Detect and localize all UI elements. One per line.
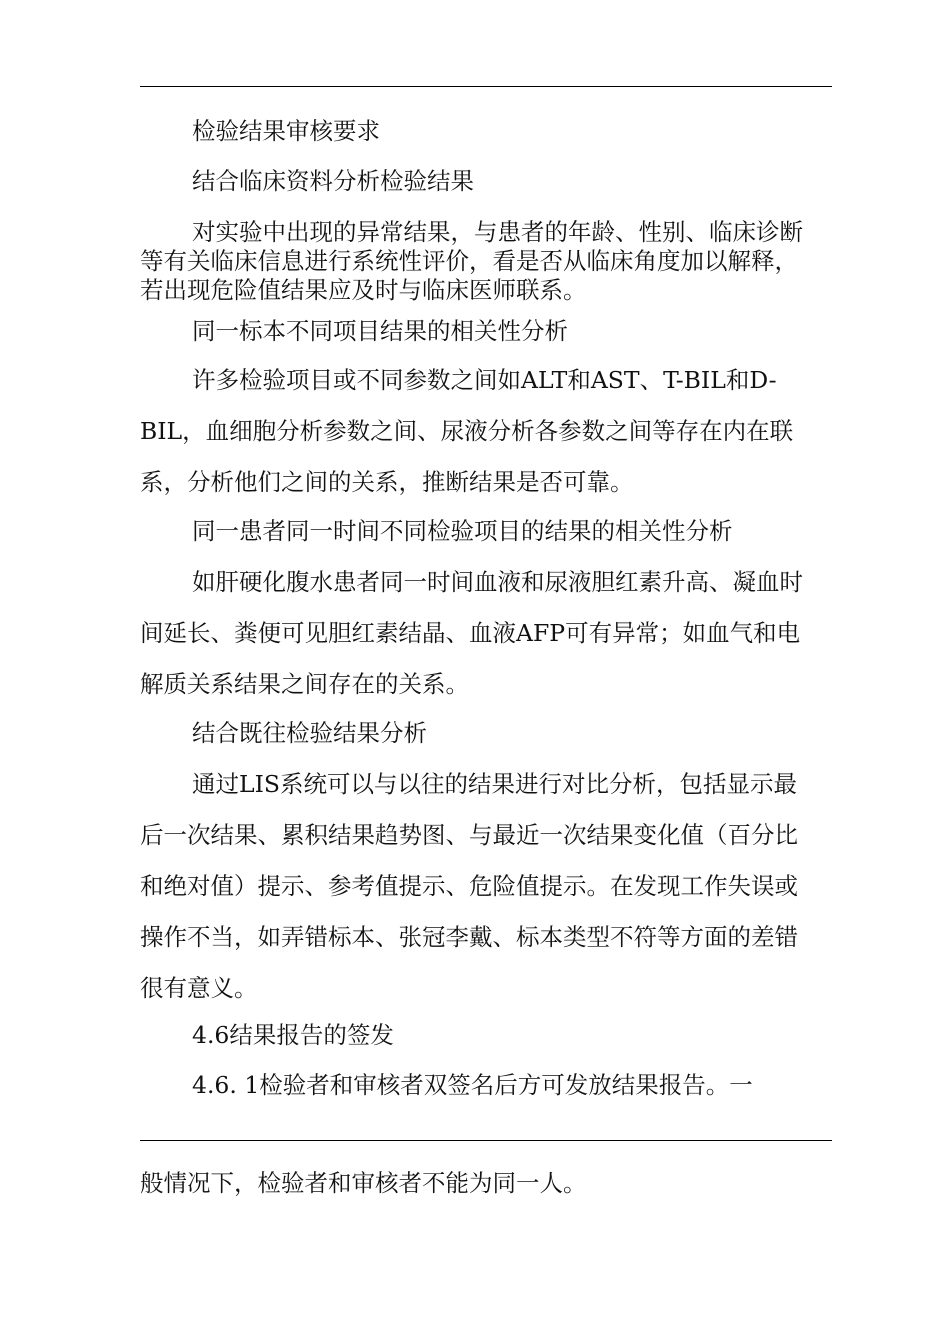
subheading-previous-results — [192, 719, 832, 748]
text-line: 系，分析他们之间的关系，推断结果是否可靠。 — [140, 468, 634, 496]
subheading-same-specimen — [192, 317, 832, 346]
text-line: 同一标本不同项目结果的相关性分析 — [192, 317, 568, 345]
text-line: 解质关系结果之间存在的关系。 — [140, 670, 469, 698]
text-line: 结合既往检验结果分析 — [192, 719, 427, 747]
text-line: 很有意义。 — [140, 974, 258, 1002]
subheading-clinical-analysis — [192, 167, 832, 196]
text-line: 如肝硬化腹水患者同一时间血液和尿液胆红素升高、凝血时 — [192, 568, 803, 596]
text-line: BIL，血细胞分析参数之间、尿液分析各参数之间等存在内在联 — [140, 417, 794, 445]
paragraph-cirrhosis-example — [140, 557, 832, 710]
header-rule — [140, 86, 832, 87]
text-line: 等有关临床信息进行系统性评价，看是否从临床角度加以解释， — [140, 247, 798, 275]
section-heading-report-issuance — [192, 1021, 832, 1050]
text-line: 后一次结果、累积结果趋势图、与最近一次结果变化值（百分比 — [140, 821, 798, 849]
text-line: 许多检验项目或不同参数之间如ALT和AST、T-BIL和D- — [192, 366, 777, 394]
text-line: 4.6结果报告的签发 — [192, 1021, 394, 1049]
text-line: 般情况下，检验者和审核者不能为同一人。 — [140, 1169, 587, 1197]
text-line: 检验结果审核要求 — [192, 117, 380, 145]
text-line: 若出现危险值结果应及时与临床医师联系。 — [140, 276, 587, 304]
text-line: 间延长、粪便可见胆红素结晶、血液AFP可有异常；如血气和电 — [140, 619, 801, 647]
paragraph-lis-comparison — [140, 759, 832, 1014]
text-line: 结合临床资料分析检验结果 — [192, 167, 474, 195]
continuation-text — [140, 1169, 832, 1198]
text-line: 通过LIS系统可以与以往的结果进行对比分析，包括显示最 — [192, 770, 797, 798]
section-heading-result-review — [192, 117, 832, 146]
paragraph-abnormal-results — [140, 218, 832, 305]
text-line: 对实验中出现的异常结果，与患者的年龄、性别、临床诊断 — [192, 218, 803, 246]
text-line: 4.6. 1检验者和审核者双签名后方可发放结果报告。一 — [192, 1071, 753, 1099]
text-line: 操作不当，如弄错标本、张冠李戴、标本类型不符等方面的差错 — [140, 923, 798, 951]
paragraph-parameter-correlation — [140, 355, 832, 508]
subheading-same-patient — [192, 517, 832, 546]
text-line: 和绝对值）提示、参考值提示、危险值提示。在发现工作失误或 — [140, 872, 798, 900]
footer-rule — [140, 1140, 832, 1141]
paragraph-double-signature — [192, 1071, 832, 1100]
text-line: 同一患者同一时间不同检验项目的结果的相关性分析 — [192, 517, 733, 545]
